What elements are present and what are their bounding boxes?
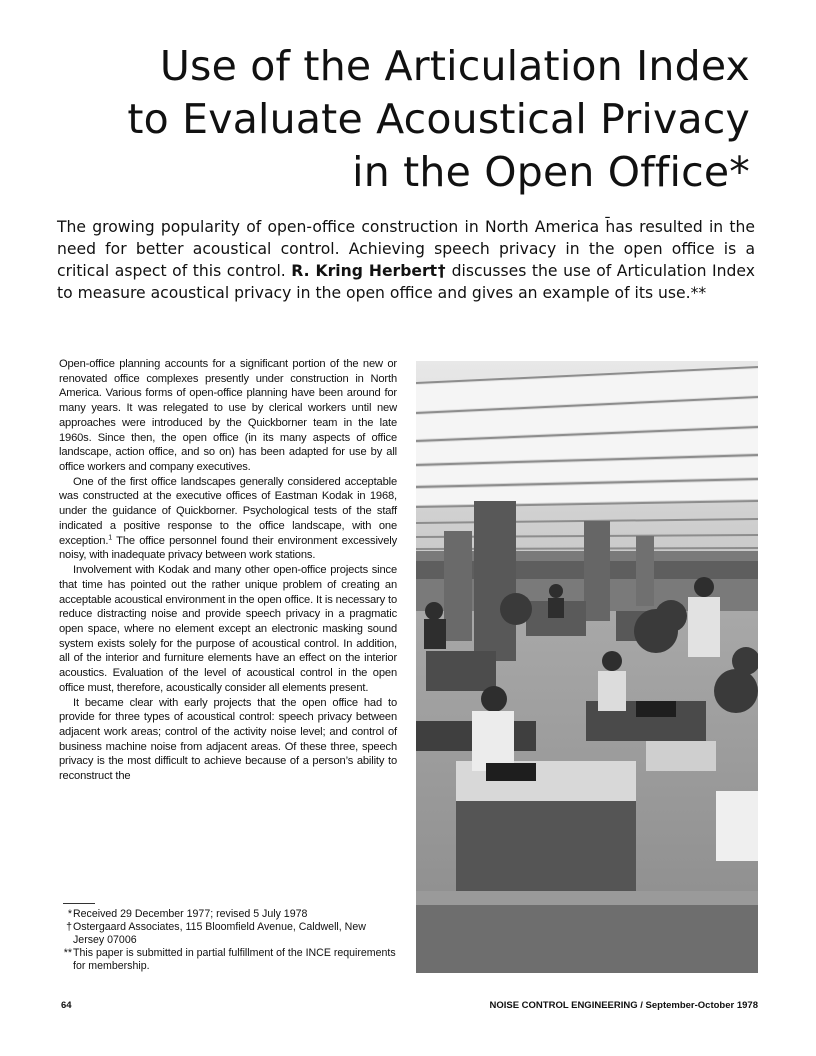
column-far xyxy=(636,536,654,606)
title-line-3: in the Open Office* xyxy=(352,148,750,196)
footnote-text: Received 29 December 1977; revised 5 July 1978 xyxy=(73,908,308,920)
body-paragraph-2-text-b: The office personnel found their environment excessively noisy, with inadequate privacy between work stations. xyxy=(59,534,397,562)
footnote-text: This paper is submitted in partial fulfillment of the INCE requirements for membership. xyxy=(73,947,396,972)
footnote-1 xyxy=(59,908,399,921)
body-paragraph-4: It became clear with early projects that the open office had to provide for three types of acoustical control: speech privacy between adjacent work areas; control of the activity noise level; and control of business machine noise from adjacent areas. Of these three, speech privacy is the most difficult to achieve because of a person’s ability to reconstruct the xyxy=(59,696,397,783)
author-name: R. Kring Herbert† xyxy=(291,262,447,280)
footnote-text: Ostergaard Associates, 115 Bloomfield Avenue, Caldwell, New Jersey 07006 xyxy=(73,921,366,946)
body-paragraph-2-text-a: One of the first office landscapes generally considered acceptable was constructed at the executive offices of Eastman Kodak in 1968, under the guidance of Quickborner. Psychological tests of the staff indicated a positive response to the office landscape, with one exception. xyxy=(59,475,397,547)
footnote-2 xyxy=(59,921,399,947)
footnote-3 xyxy=(59,947,399,973)
body-paragraph-3: Involvement with Kodak and many other open-office projects since that time has pointed out the rather unique problem of creating an acceptable acoustical environment in the open office. It is necessary to reduce distracting noise and provide speech privacy in a pragmatic open space, where no element except an electronic masking sound system exists solely for the purpose of acoustical control. In addition, all of the interior and furniture elements have an effect on the interior acoustics. Evaluation of the level of acoustical control in the open office must, therefore, acoustically consider all elements present. xyxy=(59,564,397,694)
page-number: 64 xyxy=(61,1000,72,1011)
reference-marker: 1 xyxy=(108,533,113,541)
abstract-text-end: discusses the use of Articulation Index to measure acoustical privacy in the open office and gives an example of its use.** xyxy=(57,262,755,302)
footnote-mark: * xyxy=(67,908,72,920)
footnote-mark: † xyxy=(66,921,72,933)
abstract-text-start: The growing popularity of open-office construction in North America h̄as resulted in the need for better acoustical control. Achieving speech privacy in the open office is a critical aspect of this control. xyxy=(57,218,755,280)
column-center xyxy=(474,501,516,661)
title-line-2: to Evaluate Acoustical Privacy xyxy=(127,95,750,143)
body-paragraph-2 xyxy=(59,475,397,563)
footnote-divider xyxy=(63,903,95,904)
planter xyxy=(716,791,758,861)
column-right xyxy=(584,521,610,621)
footnote-mark: ** xyxy=(63,947,72,959)
body-paragraph-1: Open-office planning accounts for a significant portion of the new or renovated office complexes presently under construction in North America. Various forms of open-office planning have been around for many years. It was relegated to use by clerical workers until new approaches were introduced by the Quickborner team in the late 1960s. Since then, the open office (in its many aspects of office landscape, action office, and so on) has been adapted for use by all office workers and company executives. xyxy=(59,358,397,474)
body-text-column xyxy=(59,357,397,784)
open-office-photograph xyxy=(416,361,758,973)
column-left xyxy=(444,531,472,641)
foreground-counter xyxy=(416,901,758,973)
footnotes xyxy=(59,908,399,973)
journal-footer: NOISE CONTROL ENGINEERING / September-October 1978 xyxy=(489,1000,758,1011)
photograph-illustration xyxy=(416,361,758,973)
foreground-counter-top xyxy=(416,891,758,905)
title-line-1: Use of the Articulation Index xyxy=(159,42,750,90)
abstract xyxy=(57,216,755,304)
article-title xyxy=(50,40,750,199)
